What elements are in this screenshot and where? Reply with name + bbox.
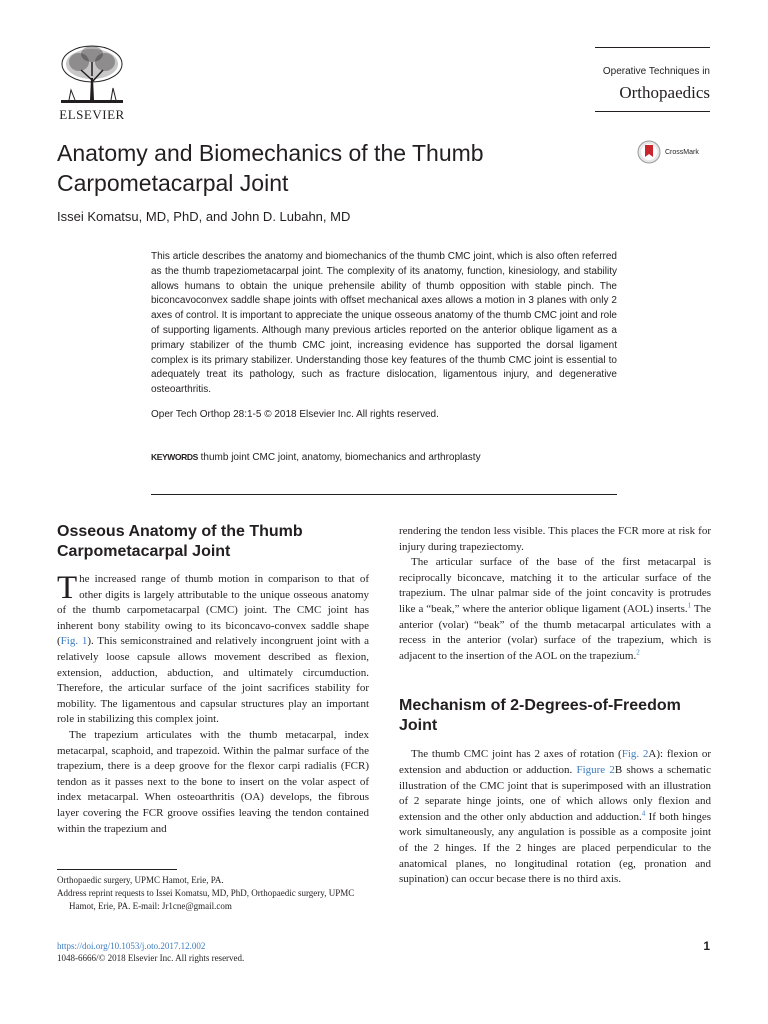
article-authors: Issei Komatsu, MD, PhD, and John D. Lubahn, MD bbox=[57, 209, 351, 224]
article-title: Anatomy and Biomechanics of the Thumb Carpometacarpal Joint bbox=[57, 140, 484, 196]
crossmark-badge[interactable] bbox=[637, 140, 699, 164]
journal-name-line1: Operative Techniques in bbox=[602, 66, 710, 77]
publisher-name: ELSEVIER bbox=[59, 107, 125, 122]
footnotes bbox=[57, 874, 367, 913]
section-divider bbox=[151, 494, 617, 495]
paragraph: rendering the tendon less visible. This places the FCR more at risk for injury during trapeziectomy. bbox=[399, 525, 711, 553]
left-column bbox=[57, 522, 369, 837]
paragraph: The thumb CMC joint has 2 axes of rotation (Fig. 2A): flexion or extension and abduction or adduction. Figure 2B shows a schematic illustration of the CMC joint that is superimposed with an illustration of 2 separate hinge joints, one of which allows only flexion and extension and the other only abduction and adduction.$^4$ If both hinges work simultaneously, any angulation is possible as a composite joint of the 2 hinges. If the 2 hinges are placed perpendicular to the anatomical planes, no longitudinal rotation (eg, pronation and supination) can occur becase there is no third axis. bbox=[399, 748, 711, 886]
figure-link[interactable]: Figure 2 bbox=[576, 763, 615, 776]
crossmark-icon bbox=[637, 140, 661, 164]
crossmark-label: CrossMark bbox=[665, 148, 699, 156]
abstract: This article describes the anatomy and biomechanics of the thumb CMC joint, which is also often referred as the thumb trapeziometacarpal joint. The complexity of its anatomy, function, kinesiology, and stability allows humans to obtain the unique prehensile ability of thumb opposition with stable pinch. The biconcavoconvex saddle shape joints with offset mechanical axes allows a motion in 3 planes with only 2 axes of control. It is important to appreciate the unique osseous anatomy of the thumb CMC joint and role of supporting ligaments. Although many previous articles reported on the anterior oblique ligament as a primary stabilizer of the thumb CMC joint, increasing evidence has supported the dorsal ligament complex is its primary stabilizer. Understanding those key features of the thumb CMC joint is essential to adequately treat its pathology, such as fracture dislocation, ligamentous injury, and degenerative osteoarthritis. bbox=[151, 251, 617, 396]
journal-masthead bbox=[595, 47, 710, 112]
paragraph: The articular surface of the base of the first metacarpal is reciprocally biconcave, matching it to the articular surface of the trapezium. The ulnar palmar side of the joint concavity is protrudes like a “beak,” where the anterior oblique ligament (AOL) inserts.$^1$ The anterior (volar) “beak” of the thumb metacarpal articulates with a recess in the anterior (volar) surface of the trapezium, which is adjacent to the insertion of the AOL on the trapezium.$^2$ bbox=[399, 556, 711, 662]
keywords bbox=[151, 452, 617, 463]
footnote-affiliation: Orthopaedic surgery, UPMC Hamot, Erie, PA. bbox=[57, 875, 224, 885]
drop-cap: T bbox=[57, 570, 78, 606]
keywords-list: thumb joint CMC joint, anatomy, biomechanics and arthroplasty bbox=[200, 452, 481, 463]
figure-link[interactable]: Fig. 1 bbox=[60, 635, 88, 648]
section-heading-mechanism: Mechanism of 2-Degrees-of-Freedom Joint bbox=[399, 697, 681, 735]
elsevier-tree-icon bbox=[57, 40, 127, 106]
paragraph: The increased range of thumb motion in comparison to that of other digits is largely attributable to the unique osseous anatomy of the thumb carpometacarpal (CMC) joint. The CMC joint has inherent bony stability owing to its biconcavo-convex saddle shape (Fig. 1). This semiconstrained and relatively incongruent joint with a relatively loose capsule allows movement described as flexion, extension, adduction, abduction, and ultimately circumduction. Therefore, the articular surface of the joint sacrifices stability for mobility. The ligamentous and capsular structures play an important role in stabilizing this complex joint. bbox=[57, 570, 369, 726]
journal-name-line2: Orthopaedics bbox=[619, 83, 710, 102]
page-number: 1 bbox=[703, 939, 710, 953]
journal-citation: Oper Tech Orthop 28:1-5 © 2018 Elsevier Inc. All rights reserved. bbox=[151, 409, 439, 420]
issn-copyright: 1048-6666/© 2018 Elsevier Inc. All rights reserved. bbox=[57, 953, 245, 963]
paragraph: The trapezium articulates with the thumb metacarpal, index metacarpal, scaphoid, and trapezoid. Within the palmar surface of the trapezium, there is a deep groove for the flexor carpi radialis (FCR) tendon as it passes next to the bone to insert on the volar aspect of index metacarpal. When osteoarthritis (OA) develops, the fibrous layer covering the FCR groove ossifies leaving the tendon contained within the trapezium and bbox=[57, 728, 369, 835]
reference-link[interactable]: 1 bbox=[687, 601, 692, 610]
footnote-address: Address reprint requests to Issei Komatsu, MD, PhD, Orthopaedic surgery, UPMC Hamot, Erie, PA. E-mail: Jr1cne@gmail.com bbox=[57, 888, 355, 911]
section-heading-osseous-anatomy: Osseous Anatomy of the Thumb Carpometacarpal Joint bbox=[57, 523, 303, 560]
keywords-label: KEYWORDS bbox=[151, 452, 198, 462]
reference-link[interactable]: 2 bbox=[636, 648, 640, 657]
doi-link[interactable]: https://doi.org/10.1053/j.oto.2017.12.002 bbox=[57, 941, 206, 951]
reference-link[interactable]: 4 bbox=[641, 809, 646, 818]
footnote-divider bbox=[57, 869, 177, 870]
page-footer bbox=[57, 940, 244, 964]
figure-link[interactable]: Fig. 2 bbox=[621, 748, 649, 761]
elsevier-logo bbox=[57, 40, 127, 120]
right-column bbox=[399, 524, 711, 888]
